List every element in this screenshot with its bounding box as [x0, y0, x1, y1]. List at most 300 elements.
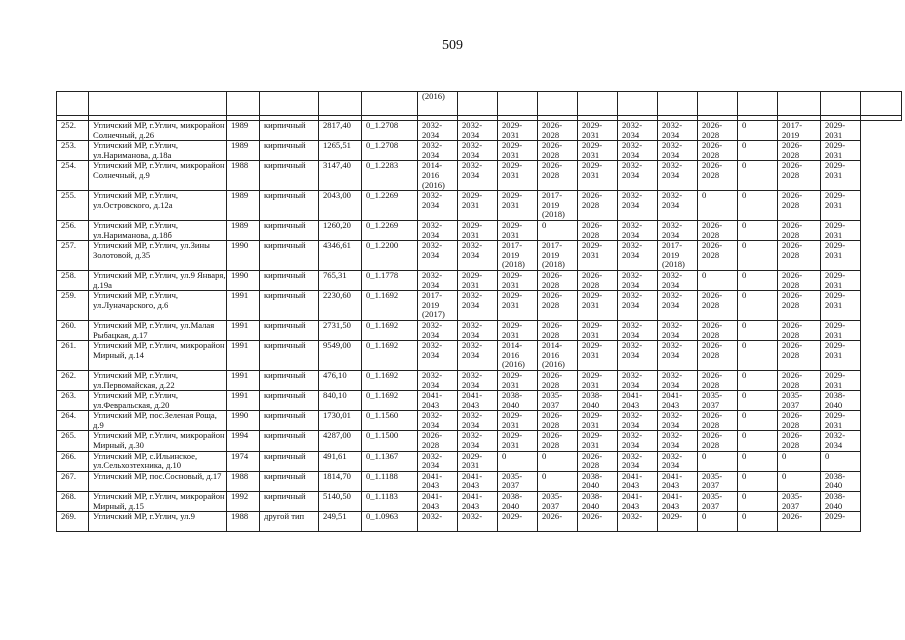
year-cell: 1974 [227, 451, 260, 471]
period-line: 2034 [462, 419, 480, 430]
period-cell [698, 492, 738, 512]
period-cell [458, 512, 498, 532]
period-line: 2031 [502, 419, 520, 430]
table-cell [618, 92, 658, 116]
period-line: 2032- [622, 430, 643, 441]
period-cell [418, 141, 458, 161]
period-line: 2028 [702, 440, 720, 451]
period-cell [418, 391, 458, 411]
period-cell [498, 391, 538, 411]
period-line: 0 [782, 451, 787, 461]
period-line: 2029- [462, 190, 483, 201]
period-cell [498, 341, 538, 371]
period-line: 2031 [582, 419, 600, 430]
period-line: 2035- [782, 390, 803, 401]
period-cell [458, 492, 498, 512]
table-row [57, 391, 902, 411]
material-cell: кирпичный [260, 141, 319, 161]
material-cell: кирпичный [260, 431, 319, 451]
period-line: 2043 [662, 480, 680, 491]
period-line: 2035- [502, 471, 523, 481]
period-line: 2031 [825, 249, 843, 260]
period-cell [498, 241, 538, 271]
period-cell [498, 512, 538, 532]
area-cell: 491,61 [319, 451, 362, 471]
page-number: 509 [442, 38, 463, 53]
period-line: 0 [742, 320, 747, 330]
period-line: 2032- [462, 120, 483, 130]
period-cell [698, 512, 738, 532]
period-line: 2034 [825, 440, 843, 451]
period-cell [498, 431, 538, 451]
period-cell [578, 341, 618, 371]
period-line: 2029- [502, 290, 523, 301]
period-cell [498, 121, 538, 141]
period-cell [578, 241, 618, 271]
period-line: 2026- [422, 430, 443, 441]
period-line: 2032- [622, 320, 643, 330]
period-line: 2043 [662, 500, 680, 511]
period-line: (2018) [662, 259, 685, 270]
period-line: 2032- [662, 140, 683, 151]
period-line: 2032- [622, 410, 643, 421]
period-cell [698, 320, 738, 340]
index-cell: 0_1.2708 [362, 141, 418, 161]
period-line: 2028 [542, 329, 560, 340]
period-line: 2034 [622, 199, 640, 210]
period-line: 2032- [462, 370, 483, 380]
period-line: 2029- [462, 220, 483, 230]
period-line: 2017- [422, 290, 443, 301]
period-cell [618, 451, 658, 471]
period-line: 2029- [582, 140, 603, 151]
period-line: 2028 [702, 229, 720, 240]
period-cell [538, 341, 578, 371]
table-row [57, 191, 902, 221]
period-cell [658, 141, 698, 161]
period-line: 2016 [422, 169, 440, 180]
period-line: 2026- [542, 120, 563, 130]
period-line: 2034 [622, 299, 640, 310]
period-cell [821, 121, 861, 141]
period-line: 2034 [462, 249, 480, 260]
period-cell [738, 512, 778, 532]
period-line: 2016 [542, 349, 560, 360]
period-line: 2032- [622, 451, 643, 461]
period-line: 2028 [782, 349, 800, 360]
period-line: 2032- [422, 240, 443, 251]
period-cell [538, 411, 578, 431]
period-line: 2034 [622, 249, 640, 260]
period-line: 2031 [502, 299, 520, 310]
period-line: 2031 [825, 129, 843, 140]
period-cell [698, 431, 738, 451]
period-line: 2032- [662, 410, 683, 421]
period-line: 2032- [622, 340, 643, 351]
period-line: 2043 [462, 480, 480, 491]
period-cell [578, 141, 618, 161]
address-cell: Угличский МР, пос.Зеленая Роща, д.9 [89, 411, 227, 431]
period-line: 0 [742, 511, 747, 522]
period-cell [738, 391, 778, 411]
period-line: 2034 [422, 229, 440, 240]
period-line: 2032- [462, 430, 483, 441]
period-line: 2034 [462, 129, 480, 140]
period-cell [821, 141, 861, 161]
period-line: 2029- [502, 160, 523, 171]
period-cell [498, 220, 538, 240]
period-cell [658, 370, 698, 390]
period-cell [538, 291, 578, 321]
address-cell: Угличский МР, г.Углич, ул.9 Января, д.19а [89, 270, 227, 290]
area-cell: 765,31 [319, 270, 362, 290]
period-cell [418, 370, 458, 390]
period-cell [658, 241, 698, 271]
period-cell [698, 241, 738, 271]
period-line: 2026- [782, 430, 803, 441]
period-cell [578, 370, 618, 390]
period-cell [618, 411, 658, 431]
period-line: 2032- [662, 320, 683, 330]
period-line: 2034 [622, 419, 640, 430]
period-line: 2034 [662, 169, 680, 180]
period-cell [418, 341, 458, 371]
period-line: 2029- [825, 190, 846, 201]
row-number: 268. [57, 492, 89, 512]
period-line: 2034 [422, 419, 440, 430]
period-line: 2029- [825, 160, 846, 171]
address-cell: Угличский МР, г.Углич, ул.Нариманова, д.18а [89, 141, 227, 161]
period-cell [538, 512, 578, 532]
address-cell: Угличский МР, г.Углич, микрорайон Мирный, д.14 [89, 341, 227, 371]
period-line: 2034 [422, 349, 440, 360]
period-line: 2029- [825, 320, 846, 330]
period-cell [418, 431, 458, 451]
period-line: 2038- [582, 471, 603, 481]
area-cell: 9549,00 [319, 341, 362, 371]
period-line: 2026- [782, 320, 803, 330]
period-line: 2041- [462, 390, 483, 401]
period-cell [778, 320, 821, 340]
period-line: 2034 [622, 440, 640, 451]
period-cell [458, 270, 498, 290]
period-cell [578, 451, 618, 471]
period-line: 2037 [702, 500, 720, 511]
period-line: 2028 [782, 279, 800, 290]
period-line: 2041- [462, 491, 483, 502]
period-cell [618, 391, 658, 411]
period-cell [538, 121, 578, 141]
period-cell [578, 161, 618, 191]
address-cell: Угличский МР, г.Углич, ул.Малая Рыбацкая, д.17 [89, 320, 227, 340]
period-line: 2034 [622, 169, 640, 180]
area-cell: 840,10 [319, 391, 362, 411]
period-cell [821, 471, 861, 491]
period-line: 2019 [502, 249, 520, 260]
period-cell [658, 121, 698, 141]
period-line: 2031 [502, 440, 520, 451]
period-line: 2028 [542, 440, 560, 451]
period-cell [698, 451, 738, 471]
period-cell [618, 220, 658, 240]
period-line: 2034 [662, 149, 680, 160]
period-line: 2034 [462, 149, 480, 160]
period-line: 2026- [782, 340, 803, 351]
period-line: 2031 [825, 229, 843, 240]
period-cell [538, 370, 578, 390]
year-cell: 1989 [227, 121, 260, 141]
period-cell [418, 161, 458, 191]
period-cell [458, 161, 498, 191]
period-line: 2034 [422, 460, 440, 471]
period-cell [738, 451, 778, 471]
table-row [57, 411, 902, 431]
period-line: 2014- [422, 160, 443, 171]
period-line: 2034 [462, 299, 480, 310]
table-row [57, 141, 902, 161]
period-cell [578, 220, 618, 240]
table-cell [538, 92, 578, 116]
period-cell [618, 191, 658, 221]
period-line: 2029- [502, 320, 523, 330]
period-line: 2041- [662, 471, 683, 481]
row-number: 252. [57, 121, 89, 141]
period-line: 2034 [662, 349, 680, 360]
period-cell [778, 431, 821, 451]
housing-register-table [56, 91, 902, 532]
period-cell [418, 320, 458, 340]
period-cell [778, 451, 821, 471]
table-cell [57, 92, 89, 116]
period-line: 2034 [662, 460, 680, 471]
row-number: 258. [57, 270, 89, 290]
period-line: 2019 [422, 299, 440, 310]
period-line: 2031 [582, 299, 600, 310]
period-line: 2028 [542, 279, 560, 290]
period-line: 2032- [422, 451, 443, 461]
period-line: 2037 [782, 399, 800, 410]
period-line: 2029- [825, 240, 846, 251]
period-cell [418, 512, 458, 532]
year-cell: 1991 [227, 320, 260, 340]
period-cell [738, 121, 778, 141]
period-cell [618, 471, 658, 491]
period-cell [418, 411, 458, 431]
period-line: 2043 [622, 500, 640, 511]
period-line: 2041- [662, 491, 683, 502]
period-line: 2040 [582, 399, 600, 410]
table-row-continuation [57, 92, 902, 116]
year-cell: 1992 [227, 492, 260, 512]
period-line: 2032- [422, 511, 443, 522]
period-line: 2017- [662, 240, 683, 251]
period-cell [458, 431, 498, 451]
period-line: 2029- [582, 340, 603, 351]
period-line: 2026- [702, 220, 723, 230]
table-cell [778, 92, 821, 116]
row-number: 259. [57, 291, 89, 321]
period-line: 2026- [542, 511, 563, 522]
period-cell [618, 512, 658, 532]
period-cell [618, 161, 658, 191]
period-cell [698, 291, 738, 321]
period-line: 2031 [462, 279, 480, 290]
period-line: 2031 [462, 460, 480, 471]
period-line: 2026- [782, 140, 803, 151]
period-cell [738, 411, 778, 431]
period-cell [821, 341, 861, 371]
period-line: 2032- [662, 340, 683, 351]
period-line: 2043 [422, 399, 440, 410]
period-line: 2037 [502, 480, 520, 491]
index-cell: 0_1.1692 [362, 391, 418, 411]
period-line: 2017- [542, 190, 563, 201]
period-cell [578, 121, 618, 141]
period-line: 2032- [662, 120, 683, 130]
period-line: 2032- [662, 270, 683, 280]
period-line: 2038- [825, 491, 846, 502]
period-line: 2031 [825, 149, 843, 160]
period-line: 2028 [782, 249, 800, 260]
period-line: 2026- [702, 320, 723, 330]
table-body [57, 92, 902, 532]
period-line: 2032- [662, 370, 683, 380]
period-cell [698, 391, 738, 411]
period-line: 0 [542, 220, 547, 230]
period-line: 2032- [662, 290, 683, 301]
table-row [57, 512, 902, 532]
index-cell: 0_1.1692 [362, 320, 418, 340]
period-line: 2031 [502, 279, 520, 290]
period-cell [618, 291, 658, 321]
year-cell: 1989 [227, 191, 260, 221]
table-cell [578, 92, 618, 116]
period-cell [778, 291, 821, 321]
year-cell: 1990 [227, 411, 260, 431]
row-number: 266. [57, 451, 89, 471]
table-row [57, 320, 902, 340]
address-cell: Угличский МР, пос.Сосновый, д.17 [89, 471, 227, 491]
period-cell [698, 161, 738, 191]
table-cell [89, 92, 227, 116]
period-line: 0 [702, 511, 707, 522]
material-cell: кирпичный [260, 471, 319, 491]
period-cell [458, 341, 498, 371]
area-cell: 3147,40 [319, 161, 362, 191]
period-line: 2026- [702, 160, 723, 171]
period-line: 2028 [542, 149, 560, 160]
period-line: 2029- [462, 451, 483, 461]
period-cell [418, 220, 458, 240]
period-line: 2032- [662, 190, 683, 201]
period-line: 2034 [422, 249, 440, 260]
period-line: 0 [742, 390, 747, 401]
table-row [57, 471, 902, 491]
period-cell [821, 220, 861, 240]
period-cell [538, 220, 578, 240]
material-cell: кирпичный [260, 121, 319, 141]
period-line: 2028 [582, 229, 600, 240]
year-cell: 1988 [227, 512, 260, 532]
period-line: 2026- [702, 430, 723, 441]
period-line: 2032- [422, 140, 443, 151]
year-cell: 1991 [227, 370, 260, 390]
period-line: 2029- [582, 160, 603, 171]
period-line: 2026- [542, 370, 563, 380]
period-cell [418, 492, 458, 512]
period-line: 2043 [422, 500, 440, 511]
period-cell [738, 291, 778, 321]
period-line: 2040 [582, 480, 600, 491]
period-line: 2029- [662, 511, 683, 522]
period-line: 2037 [702, 399, 720, 410]
period-line: 2029- [502, 120, 523, 130]
row-number: 254. [57, 161, 89, 191]
period-line: 2031 [502, 229, 520, 240]
period-line: 2028 [582, 199, 600, 210]
period-line: 0 [742, 270, 747, 280]
table-row [57, 270, 902, 290]
period-line: 2026- [782, 190, 803, 201]
period-cell [658, 512, 698, 532]
period-line: 2029- [825, 370, 846, 380]
index-cell: 0_1.1692 [362, 291, 418, 321]
period-cell [618, 141, 658, 161]
area-cell: 1730,01 [319, 411, 362, 431]
table-row [57, 121, 902, 141]
period-line: 0 [742, 290, 747, 301]
period-cell [538, 451, 578, 471]
period-cell [538, 492, 578, 512]
area-cell: 1265,51 [319, 141, 362, 161]
period-cell [738, 191, 778, 221]
period-line: 2032- [422, 120, 443, 130]
year-cell: 1988 [227, 471, 260, 491]
period-cell [738, 270, 778, 290]
period-line: 2031 [825, 199, 843, 210]
period-line: 2029- [825, 120, 846, 130]
table-row [57, 492, 902, 512]
period-cell [618, 121, 658, 141]
period-cell [538, 270, 578, 290]
index-cell: 0_1.1500 [362, 431, 418, 451]
period-line: 2026- [582, 190, 603, 201]
period-cell [778, 241, 821, 271]
table-cell [861, 92, 902, 116]
table-cell [227, 92, 260, 116]
table-cell [458, 92, 498, 116]
period-line: 2041- [662, 390, 683, 401]
period-line: 2026- [782, 410, 803, 421]
period-line: 2026- [582, 270, 603, 280]
period-cell [778, 512, 821, 532]
row-number: 260. [57, 320, 89, 340]
row-number: 267. [57, 471, 89, 491]
period-line: (2018) [542, 209, 565, 220]
row-number: 262. [57, 370, 89, 390]
period-line: 2017- [782, 120, 803, 130]
material-cell: кирпичный [260, 370, 319, 390]
period-cell [498, 291, 538, 321]
period-cell [458, 471, 498, 491]
period-line: 2029- [825, 340, 846, 351]
year-cell: 1991 [227, 391, 260, 411]
period-line: 2031 [825, 419, 843, 430]
period-line: 2041- [422, 390, 443, 401]
period-line: 2043 [422, 480, 440, 491]
period-cell [538, 431, 578, 451]
period-cell [821, 191, 861, 221]
